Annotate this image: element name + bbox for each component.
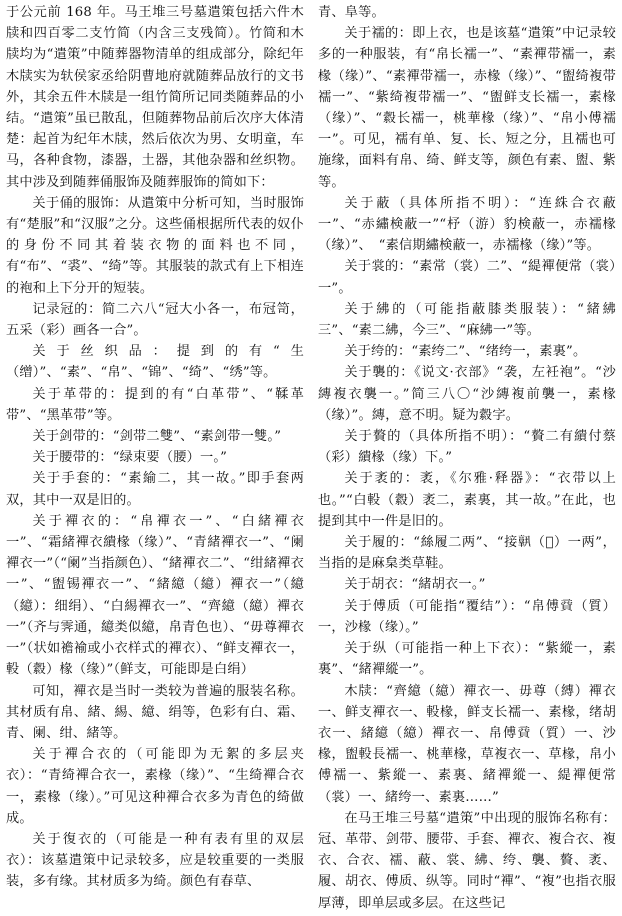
paragraph: 木牍：“齊繶（繶）襌衣一、毋尊（縛）襌衣一、鲜支襌衣一、軗椽，鲜支长襦一、素椽，绪胡衣一、緒繶（繶）襌衣一、帛傅𧶜（質）一、沙椽，盥軗長襦一、桃華椽，草複衣一、草椽，帛小傅襦一、紫縱一、素裏、緒襌縱一、緹襌便常（裳）一、緒绔一、素裏……” (318, 683, 616, 805)
paragraph: 可知，襌衣是当时一类较为普遍的服装名称。其材质有帛、緒、緆、繶、绢等，色彩有白、霜、青、阑、绀、緒等。 (6, 683, 304, 741)
paragraph: 关于襲的：《说文·衣部》“袭，左衽袍”。“沙縳複衣襲一。”简三八〇“沙縳複前襲一，素椽（缘）”。縳，意不明。疑为縠字。 (318, 365, 616, 423)
paragraph: 关于紼的（可能指蔽膝类服装）：“緒紼三”、“素二紼，今三”、“麻紼一”等。 (318, 301, 616, 339)
paragraph: 关于俑的服饰：从遣策中分析可知，当时服饰有“楚服”和“汉服”之分。这些俑根据所代表的奴仆的身份不同其着装衣物的面料也不同，有“布”、“裘”、“绮”等。其服装的款式有上下相连的袍和上下分开的短装。 (6, 195, 304, 296)
paragraph: 关于襦的：即上衣，也是该墓“遣策”中记录较多的一种服装，有“帛长襦一”、“素襌带襦一，素椽（缘）”、“素襌带襦一，赤椽（缘）”、“盥绮複带襦一”、“紫绮複带襦一”、“盥鲜支长襦一，素椽（缘）”、“縠长襦一，桃華椽（缘）”、“帛小傅襦一”。可见，襦有单、复、长、短之分，且襦也可施缘，面料有帛、绮、鲜支等，颜色有素、盥、紫等。 (318, 26, 616, 190)
paragraph: 关于履的：“絲履二两”、“接𦏧（𩏼）一两”，当指的是麻枲类草鞋。 (318, 535, 616, 572)
paragraph: 关于腰带的：“绿束要（腰）一。” (32, 450, 228, 466)
paragraph: 关于傅质（可能指“覆结”）：“帛傅𧶜（質）一，沙椽（缘）。” (318, 598, 616, 635)
paragraph: 于公元前 168 年。马王堆三号墓遣策包括六件木牍和四百零二支竹简（内含三支残简）。竹简和木牍均为“遣策”中随葬器物清单的组成部分，除纪年木牍实为轪侯家丞给阴曹地府就随葬品放行的文书外，其余五件木牍是一组竹简所记同类随葬品的小结。“遣策”虽已散乱，但随葬物品前后次序大体清楚：起首为纪年木牍，然后依次为男、女明童，车马，各种食物，漆器，土器，其他杂器和丝织物。其中涉及到随葬俑服饰及随葬服饰的简如下： (6, 5, 304, 190)
paragraph: 关于蔽（具体所指不明）：“连絑合衣蔽一”、“赤繡検蔽一”“杼（游）豹検蔽一，赤襦椽（缘）”、 “素信期繡検蔽一，赤襦椽（缘）”等。 (318, 195, 616, 254)
paragraph: 关于手套的：“素緰二，其一故。”即手套两双，其中一双是旧的。 (6, 471, 304, 508)
paragraph: 关于胡衣：“緒胡衣一。” (344, 577, 486, 593)
paragraph: 关于纵（可能指一种上下衣）：“紫縱一，素裏”、“緒襌縱一”。 (318, 641, 616, 678)
right-text-column (318, 2, 616, 916)
paragraph: 关于丝织品：提到的有“生（缯）”、“素”、“帛”、“锦”、“绮”、“绣”等。 (6, 344, 304, 381)
paragraph: 关于袤的：袤，《尔雅·释器》：“衣带以上也。”“白軗（縠）袤二，素裏，其一故。”在此，也提到其中一件是旧的。 (318, 471, 616, 529)
paragraph: 关于襌合衣的（可能即为无絮的多层夹衣）：“青绮襌合衣一，素椽（缘）”、“生绮襌合衣一，素椽（缘）。”可见这种襌合衣多为青色的绮做成。 (6, 747, 304, 826)
paragraph: 关于襌衣的：“帛襌衣一”、“白緒襌衣一”、“霜緒襌衣繢椽（缘）”、“青緒襌衣一”、“阑襌衣一”（“阑”当指颜色）、“緒襌衣二”、“绀緒襌衣一”、“盥锡襌衣一”、“緒繶（繶）襌衣一”（繶（繶）：细绢）、“白緆襌衣一”、“齊繶（繶）襌衣一”（齐与霁通，繶类似繶，帛青色也）、“毋尊襌衣一”（状如襜褕或小衣样式的襌衣）、“鲜支襌衣一，軗（縠）椽（缘）”（鲜支，可能即是白绢） (6, 513, 304, 678)
paragraph: 关于裳的：“素常（裳）二”、“緹襌便常（裳）一”。 (318, 259, 616, 296)
paragraph: 在马王堆三号墓“遣策”中出现的服饰名称有：冠、革带、剑带、腰带、手套、襌衣、複合衣、複衣、合衣、襦、蔽、裳、紼、绔、襲、贅、袤、履、胡衣、傅质、纵等。同时“襌”、“複”也指衣服厚薄，即单层或多层。在这些记 (318, 810, 616, 911)
paragraph: 关于革带的：提到的有“白革带”、“鞣革带”、“黑革带”等。 (6, 386, 304, 423)
paragraph: 记录冠的：简二六八“冠大小各一，布冠笥，五采（彩）画各一合”。 (6, 301, 304, 339)
paragraph: 青、阜等。 (318, 5, 385, 20)
paragraph: 关于剑带的：“剑带二雙”、“素剑带一雙。” (32, 429, 282, 445)
left-text-column (6, 2, 304, 916)
paragraph: 关于復衣的（可能是一种有表有里的双层衣）：该墓遣策中记录较多，应是较重要的一类服装，多有缘。其材质多为绮。颜色有春草、 (6, 831, 304, 890)
paragraph: 关于贅的（具体所指不明）：“贅二有繢付蔡（彩）繢椽（缘）下。” (318, 429, 616, 466)
paragraph: 关于绔的：“素绔二”、“绪绔一，素裏”。 (344, 344, 587, 360)
